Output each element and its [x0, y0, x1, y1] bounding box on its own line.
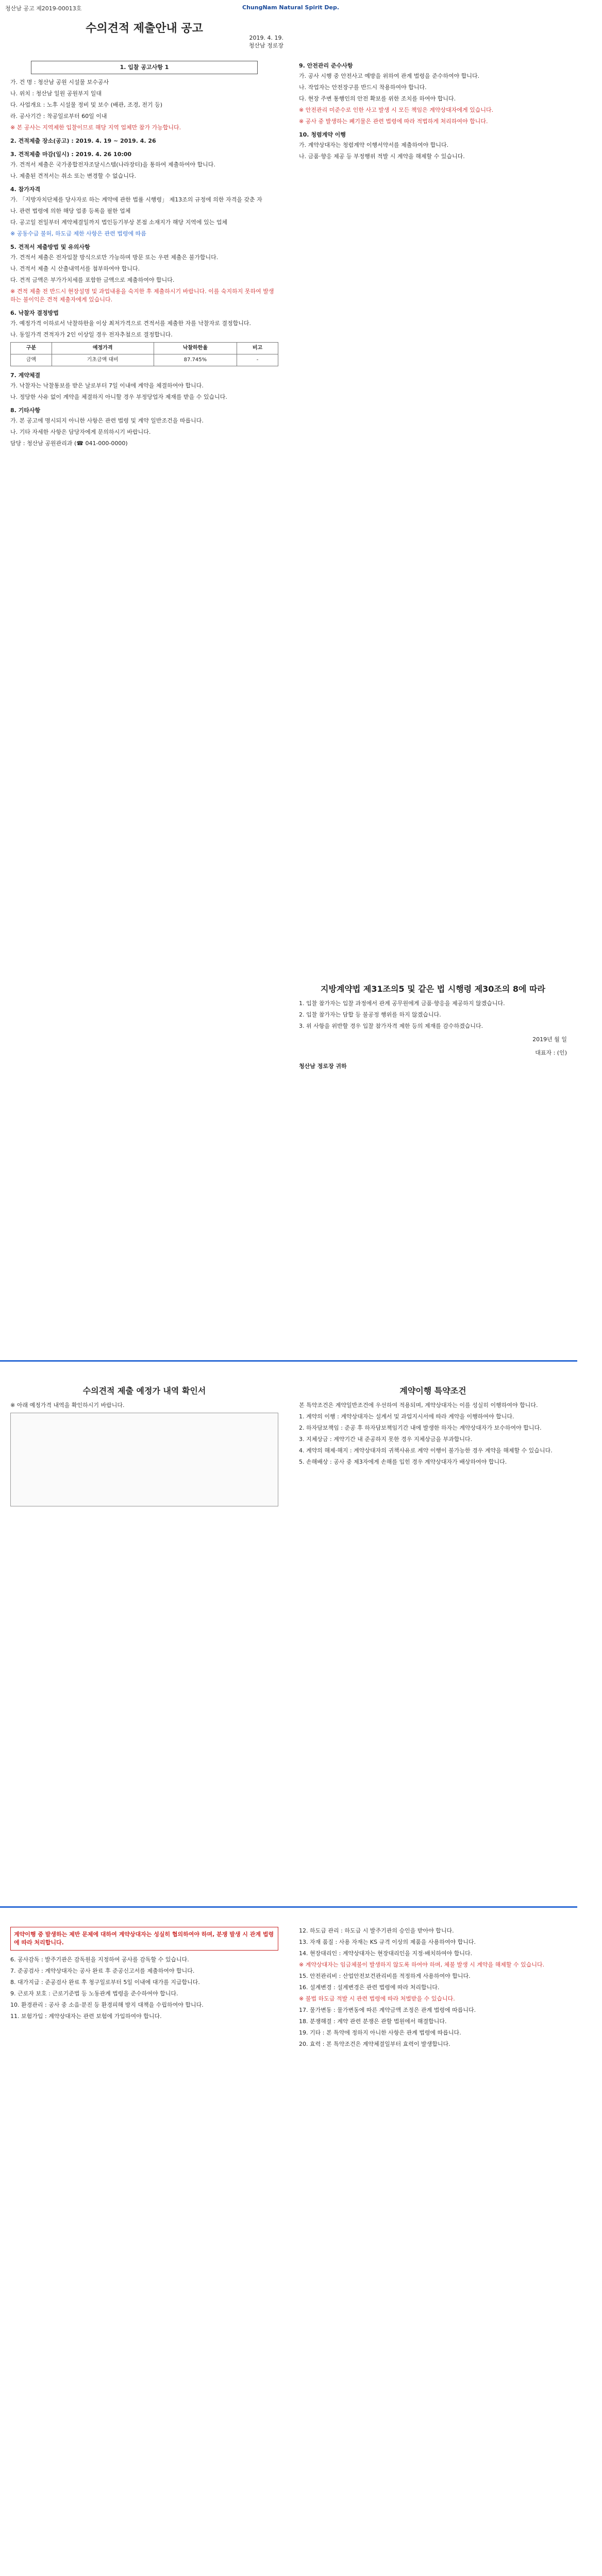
text-line: 가. 건 명 : 청산남 공원 시설물 보수공사	[10, 79, 109, 86]
warning-block: ※ 견적 제출 전 반드시 현장설명 및 과업내용을 숙지한 후 제출하시기 바랍니다. 이를 숙지하지 못하여 발생하는 불이익은 견적 제출자에게 있습니다.	[10, 288, 274, 303]
estimate-table-image	[10, 1413, 278, 1506]
special-item: 2. 하자담보책임 : 준공 후 하자담보책임기간 내에 발생한 하자는 계약상대자가 보수하여야 합니다.	[299, 1425, 542, 1431]
text-line: 라. 공사기간 : 착공일로부터 60일 이내	[10, 113, 107, 120]
text-line: 나. 기타 자세한 사항은 담당자에게 문의하시기 바랍니다.	[10, 429, 151, 435]
pledge-item: 3. 위 사항을 위반할 경우 입찰 참가자격 제한 등의 제재를 감수하겠습니다.	[299, 1023, 483, 1029]
text-line: 다. 사업개요 : 노후 시설물 정비 및 보수 (배관, 조경, 전기 등)	[10, 101, 163, 108]
pledge-addressee: 청산남 정로장 귀하	[299, 1063, 347, 1070]
section-heading: 2. 견적제출 장소(공고) : 2019. 4. 19 ~ 2019. 4. 26	[10, 138, 156, 144]
table-note: ※ 아래 예정가격 내역을 확인하시기 바랍니다.	[10, 1402, 125, 1409]
contact-line: 담당 : 청산남 공원관리과 (☎ 041-000-0000)	[10, 440, 128, 447]
section-heading: 6. 낙찰자 결정방법	[10, 310, 59, 316]
special-item: 19. 기타 : 본 특약에 정하지 아니한 사항은 관계 법령에 따릅니다.	[299, 2029, 461, 2036]
text-line: 가. 본 공고에 명시되지 아니한 사항은 관련 법령 및 계약 일반조건을 따릅니다.	[10, 417, 204, 424]
special-item: 8. 대가지급 : 준공검사 완료 후 청구일로부터 5일 이내에 대가를 지급합니다.	[10, 1979, 200, 1986]
special-item: 12. 하도급 관리 : 하도급 시 발주기관의 승인을 받아야 합니다.	[299, 1927, 454, 1934]
notice-number: 청산남 공고 제2019-00013호	[5, 5, 82, 12]
text-line: 나. 작업자는 안전장구를 반드시 착용하여야 합니다.	[299, 84, 427, 91]
warning-line: ※ 본 공사는 지역제한 입찰이므로 해당 지역 업체만 참가 가능합니다.	[10, 124, 181, 131]
section-heading: 4. 참가자격	[10, 186, 41, 193]
text-line: 나. 관련 법령에 의한 해당 업종 등록을 필한 업체	[10, 208, 131, 214]
pledge-form	[299, 979, 567, 1071]
section-heading: 9. 안전관리 준수사항	[299, 62, 353, 69]
special-item: 20. 효력 : 본 특약조건은 계약체결일부터 효력이 발생합니다.	[299, 2041, 450, 2047]
page-title: 수의견적 제출안내 공고	[86, 22, 203, 35]
text-line: 나. 동일가격 견적자가 2인 이상일 경우 전자추첨으로 결정합니다.	[10, 331, 173, 338]
special-item: 3. 지체상금 : 계약기간 내 준공하지 못한 경우 지체상금을 부과합니다.	[299, 1436, 473, 1443]
section-heading: 8. 기타사항	[10, 407, 41, 414]
table-cell: 금액	[11, 354, 52, 366]
text-line: 가. 예정가격 이하로서 낙찰하한율 이상 최저가격으로 견적서를 제출한 자를 낙찰자로 결정합니다.	[10, 320, 251, 327]
warning-line: ※ 안전관리 미준수로 인한 사고 발생 시 모든 책임은 계약상대자에게 있습니다.	[299, 107, 494, 113]
notice-box: 계약이행 중 발생하는 제반 문제에 대하여 계약상대자는 성실히 협의하여야 하며, 분쟁 발생 시 관계 법령에 따라 처리합니다.	[10, 1927, 278, 1951]
text-line: 나. 제출된 견적서는 취소 또는 변경할 수 없습니다.	[10, 173, 136, 179]
special-item: 10. 환경관리 : 공사 중 소음·분진 등 환경피해 방지 대책을 수립하여야 합니다.	[10, 2002, 204, 2008]
pledge-item: 2. 입찰 참가자는 담합 등 불공정 행위를 하지 않겠습니다.	[299, 1011, 441, 1018]
special-item: 4. 계약의 해제·해지 : 계약상대자의 귀책사유로 계약 이행이 불가능한 경우 계약을 해제할 수 있습니다.	[299, 1447, 553, 1454]
note-line: ※ 공동수급 불허, 하도급 제한 사항은 관련 법령에 따름	[10, 230, 146, 237]
page1-right-column	[299, 57, 567, 164]
section-divider	[0, 1906, 577, 1908]
section-heading: 3. 견적제출 마감(일시) : 2019. 4. 26 10:00	[10, 151, 132, 158]
org-logo-text: ChungNam Natural Spirit Dep.	[242, 4, 340, 11]
text-line: 나. 위치 : 청산남 일원 공원부지 일대	[10, 90, 102, 97]
warning-line: ※ 공사 중 발생하는 폐기물은 관련 법령에 따라 적법하게 처리하여야 합니다.	[299, 118, 488, 125]
special-item: 14. 현장대리인 : 계약상대자는 현장대리인을 지정·배치하여야 합니다.	[299, 1950, 473, 1957]
warning-line: ※ 불법 하도급 적발 시 관련 법령에 따라 처벌받을 수 있습니다.	[299, 1995, 455, 2002]
special-item: 15. 안전관리비 : 산업안전보건관리비를 적정하게 사용하여야 합니다.	[299, 1973, 471, 1979]
special-item: 1. 계약의 이행 : 계약상대자는 설계서 및 과업지시서에 따라 계약을 이행하여야 합니다.	[299, 1413, 514, 1420]
special-item: 7. 준공검사 : 계약상대자는 공사 완료 후 준공신고서를 제출하여야 합니다.	[10, 1968, 195, 1974]
special-item: 13. 자재 품질 : 사용 자재는 KS 규격 이상의 제품을 사용하여야 합니다.	[299, 1939, 476, 1945]
special-item: 18. 분쟁해결 : 계약 관련 분쟁은 관할 법원에서 해결합니다.	[299, 2018, 447, 2025]
special-item: 17. 물가변동 : 물가변동에 따른 계약금액 조정은 관계 법령에 따릅니다.	[299, 2007, 476, 2013]
text-line: 나. 정당한 사유 없이 계약을 체결하지 아니할 경우 부정당업자 제재를 받을 수 있습니다.	[10, 394, 227, 400]
pledge-item: 1. 입찰 참가자는 입찰 과정에서 관계 공무원에게 금품·향응을 제공하지 않겠습니다.	[299, 1000, 505, 1007]
page3-left-column	[10, 1927, 278, 2024]
sign-date: 2019년 월 일	[532, 1036, 567, 1043]
table-header: 예정가격	[52, 343, 154, 354]
text-line: 나. 금품·향응 제공 등 부정행위 적발 시 계약을 해제할 수 있습니다.	[299, 153, 465, 160]
text-line: 나. 견적서 제출 시 산출내역서를 첨부하여야 합니다.	[10, 265, 140, 272]
section-heading: 10. 청렴계약 이행	[299, 131, 346, 138]
special-item: 11. 보험가입 : 계약상대자는 관련 보험에 가입하여야 합니다.	[10, 2013, 162, 2020]
text-line: 다. 견적 금액은 부가가치세를 포함한 금액으로 제출하여야 합니다.	[10, 277, 175, 283]
special-item: 5. 손해배상 : 공사 중 제3자에게 손해를 입힌 경우 계약상대자가 배상하여야 합니다.	[299, 1459, 507, 1465]
estimate-table-section	[10, 1381, 278, 1510]
special-item: 16. 설계변경 : 설계변경은 관련 법령에 따라 처리합니다.	[299, 1984, 440, 1991]
text-line: 가. 견적서 제출은 국가종합전자조달시스템(나라장터)을 통하여 제출하여야 합니다.	[10, 161, 215, 168]
text-line: 가. 「지방자치단체를 당사자로 하는 계약에 관한 법률 시행령」 제13조의 규정에 의한 자격을 갖춘 자	[10, 196, 262, 203]
table-cell: 87.745%	[154, 354, 237, 366]
page1-left-column	[10, 57, 278, 451]
table-cell: -	[237, 354, 278, 366]
text-line: 다. 현장 주변 통행인의 안전 확보를 위한 조치를 하여야 합니다.	[299, 95, 456, 102]
notice-date: 2019. 4. 19.	[249, 35, 283, 41]
special-conditions	[299, 1381, 567, 1469]
section-divider	[0, 1360, 577, 1362]
text-line: 가. 공사 시행 중 안전사고 예방을 위하여 관계 법령을 준수하여야 합니다.	[299, 73, 480, 79]
price-table	[10, 342, 278, 366]
warning-line: ※ 계약상대자는 임금체불이 발생하지 않도록 하여야 하며, 체불 발생 시 계약을 해제할 수 있습니다.	[299, 1961, 545, 1968]
page3-right-column	[299, 1927, 567, 2052]
table-title: 수의견적 제출 예정가 내역 확인서	[82, 1386, 206, 1396]
text-line: 가. 견적서 제출은 전자입찰 방식으로만 가능하며 방문 또는 우편 제출은 불가합니다.	[10, 254, 219, 261]
special-intro: 본 특약조건은 계약일반조건에 우선하여 적용되며, 계약상대자는 이를 성실히 이행하여야 합니다.	[299, 1402, 538, 1409]
table-header: 비고	[237, 343, 278, 354]
table-header: 구분	[11, 343, 52, 354]
table-header: 낙찰하한율	[154, 343, 237, 354]
special-title: 계약이행 특약조건	[399, 1386, 466, 1396]
section-box: 1. 입찰 공고사항 1	[31, 61, 258, 74]
sign-name: 대표자 : (인)	[535, 1049, 567, 1056]
text-line: 가. 낙찰자는 낙찰통보를 받은 날로부터 7일 이내에 계약을 체결하여야 합니다.	[10, 382, 204, 389]
special-item: 9. 근로자 보호 : 근로기준법 등 노동관계 법령을 준수하여야 합니다.	[10, 1990, 178, 1997]
dateline	[186, 34, 283, 49]
special-item: 6. 공사감독 : 발주기관은 감독원을 지정하여 공사를 감독할 수 있습니다.	[10, 1956, 189, 1963]
notice-issuer: 청산남 정로장	[248, 42, 283, 49]
section-heading: 5. 견적서 제출방법 및 유의사항	[10, 244, 90, 250]
text-line: 다. 공고일 전일부터 계약체결일까지 법인등기부상 본점 소재지가 해당 지역에 있는 업체	[10, 219, 227, 226]
pledge-title: 지방계약법 제31조의5 및 같은 법 시행령 제30조의 8에 따라	[321, 984, 545, 994]
table-cell: 기초금액 대비	[52, 354, 154, 366]
section-heading: 7. 계약체결	[10, 372, 41, 379]
text-line: 가. 계약상대자는 청렴계약 이행서약서를 제출하여야 합니다.	[299, 142, 449, 148]
